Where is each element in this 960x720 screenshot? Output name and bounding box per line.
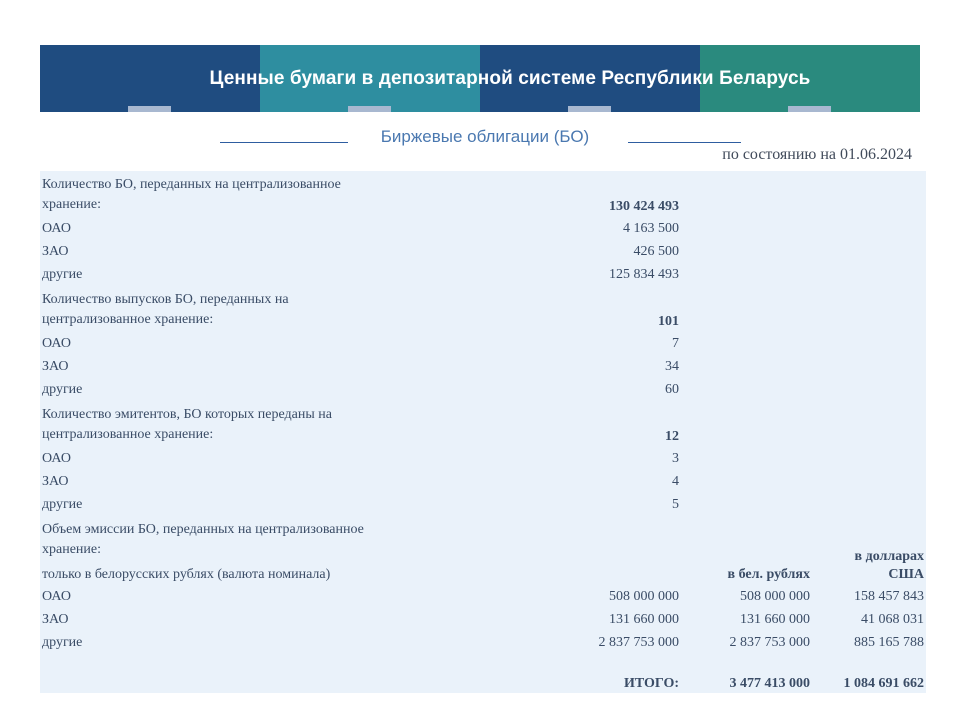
total-byn: 3 477 413 000: [729, 676, 810, 691]
section-total: 12: [665, 429, 679, 444]
section-title-line: хранение:: [42, 197, 102, 212]
section-total: 101: [658, 314, 679, 329]
row-value-usd: 158 457 843: [854, 589, 924, 604]
row-label: ЗАО: [42, 244, 69, 259]
section-total: 130 424 493: [609, 199, 679, 214]
row-label: другие: [42, 382, 83, 397]
section-subtitle: Биржевые облигации (БО): [380, 127, 590, 146]
column-header-line: в долларах: [854, 549, 924, 564]
row-label: другие: [42, 497, 83, 512]
row-value-nominal: 131 660 000: [609, 612, 679, 627]
total-label: ИТОГО:: [623, 676, 679, 691]
row-value: 125 834 493: [609, 267, 679, 282]
column-header-line: США: [888, 567, 924, 582]
row-value-usd: 885 165 788: [854, 635, 924, 650]
section-title-line: хранение:: [42, 542, 102, 557]
row-value-nominal: 2 837 753 000: [598, 635, 679, 650]
row-value-byn: 131 660 000: [740, 612, 810, 627]
row-label: ОАО: [42, 221, 71, 236]
row-value-byn: 508 000 000: [740, 589, 810, 604]
total-usd: 1 084 691 662: [843, 676, 924, 691]
section-title-line: централизованное хранение:: [42, 312, 214, 327]
as-of-date: по состоянию на 01.06.2024: [722, 146, 912, 163]
row-value: 426 500: [633, 244, 679, 259]
page-title: Ценные бумаги в депозитарной системе Республики Беларусь: [209, 67, 811, 89]
column-header-byn: в бел. рублях: [727, 567, 810, 582]
row-label: другие: [42, 267, 83, 282]
row-label: ЗАО: [42, 474, 69, 489]
section-title-line: Количество выпусков БО, переданных на: [42, 292, 289, 307]
section-title-line: Количество БО, переданных на централизованное: [42, 177, 341, 192]
column-header-usd: [804, 548, 924, 584]
header-banner: [40, 45, 920, 112]
row-value: 34: [665, 359, 679, 374]
currency-note: только в белорусских рублях (валюта номинала): [42, 567, 331, 582]
row-value-usd: 41 068 031: [861, 612, 924, 627]
row-label: ЗАО: [42, 612, 69, 627]
row-value: 60: [665, 382, 679, 397]
row-value: 4: [672, 474, 679, 489]
row-value: 5: [672, 497, 679, 512]
row-label: ЗАО: [42, 359, 69, 374]
row-value: 4 163 500: [623, 221, 679, 236]
row-label: другие: [42, 635, 83, 650]
row-label: ОАО: [42, 336, 71, 351]
row-value: 3: [672, 451, 679, 466]
section-title-line: Объем эмиссии БО, переданных на централизованное: [42, 522, 364, 537]
row-value: 7: [672, 336, 679, 351]
subtitle-rule-right: [628, 142, 741, 143]
subtitle-rule-left: [220, 142, 348, 143]
row-label: ОАО: [42, 451, 71, 466]
row-value-nominal: 508 000 000: [609, 589, 679, 604]
row-value-byn: 2 837 753 000: [729, 635, 810, 650]
row-label: ОАО: [42, 589, 71, 604]
section-title-line: централизованное хранение:: [42, 427, 214, 442]
section-title-line: Количество эмитентов, БО которых переданы на: [42, 407, 332, 422]
data-table: [40, 171, 926, 693]
